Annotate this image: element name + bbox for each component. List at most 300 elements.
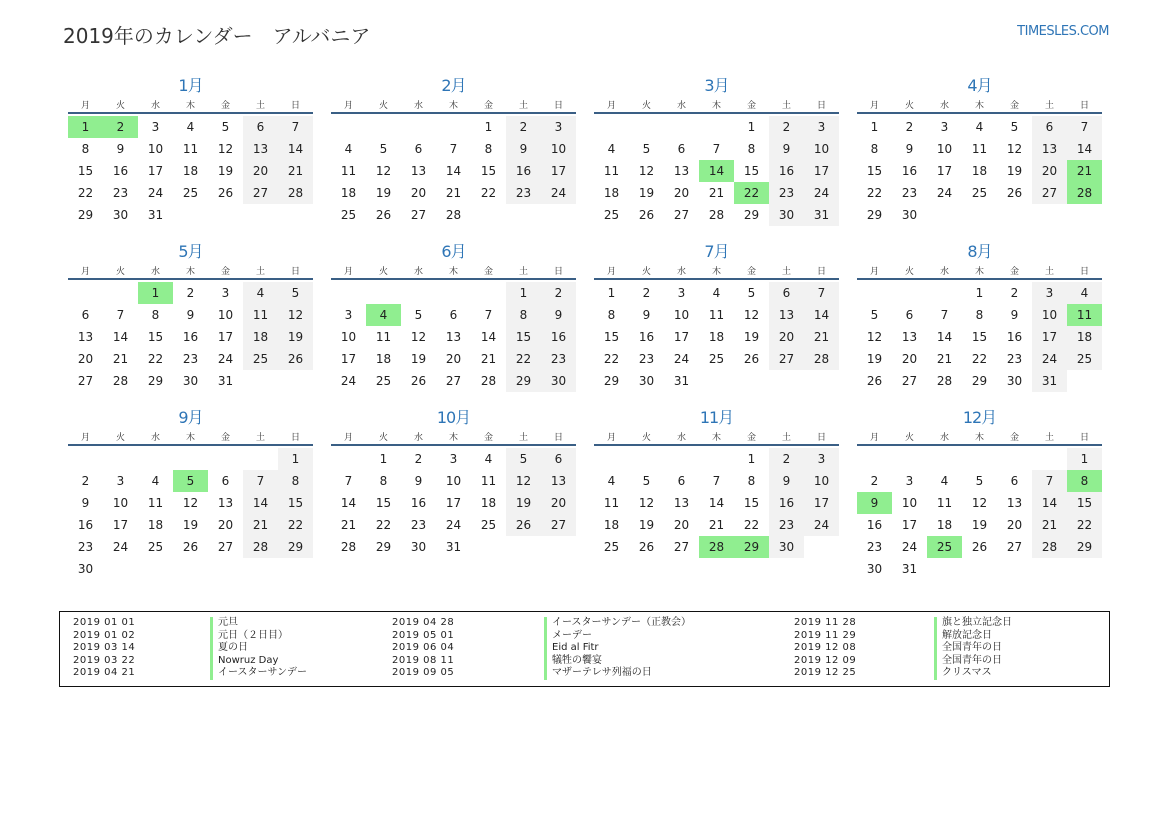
day-cell: 13	[673, 164, 690, 178]
day-cell: 24	[541, 182, 576, 204]
holiday-column	[73, 617, 392, 680]
weekday-header	[68, 428, 313, 446]
weekday-label: 火	[378, 432, 388, 443]
day-grid	[857, 116, 1102, 226]
holiday-name: Nowruz Day	[210, 655, 392, 668]
day-cell: 30	[541, 370, 576, 392]
day-cell: 9	[769, 138, 804, 160]
day-cell: 15	[480, 164, 497, 178]
weekday-label: 木	[185, 432, 195, 443]
day-cell: 27	[673, 540, 690, 554]
weekday-label: 日	[1079, 266, 1089, 277]
empty-cell	[173, 448, 208, 470]
weekday-label: 金	[1009, 432, 1019, 443]
day-cell: 27	[217, 540, 234, 554]
day-cell: 4	[243, 282, 278, 304]
day-cell: 10	[541, 138, 576, 160]
day-cell: 2	[1010, 286, 1019, 300]
empty-cell	[68, 282, 103, 304]
day-cell: 29	[375, 540, 392, 554]
day-cell: 25	[375, 374, 392, 388]
day-cell: 7	[1067, 116, 1102, 138]
day-cell: 10	[147, 142, 164, 156]
holiday-name: 犠牲の饗宴	[544, 655, 794, 668]
day-cell: 27	[410, 208, 427, 222]
day-cell: 4	[975, 120, 984, 134]
weekday-label: 火	[115, 100, 125, 111]
holiday-column	[794, 617, 1094, 680]
weekday-label: 月	[606, 432, 616, 443]
holiday-day: 5	[173, 470, 208, 492]
day-cell: 8	[870, 142, 879, 156]
day-cell: 2	[541, 282, 576, 304]
day-cell: 21	[936, 352, 953, 366]
month-name: 11月	[699, 408, 734, 427]
day-cell: 25	[182, 186, 199, 200]
day-cell: 9	[506, 138, 541, 160]
day-cell: 23	[901, 186, 918, 200]
weekday-label: 木	[185, 100, 195, 111]
day-cell: 2	[905, 120, 914, 134]
weekday-label: 金	[483, 432, 493, 443]
weekday-label: 火	[904, 266, 914, 277]
day-cell: 3	[677, 286, 686, 300]
day-cell: 28	[112, 374, 129, 388]
day-cell: 15	[1067, 492, 1102, 514]
weekday-header	[857, 428, 1102, 446]
day-cell: 29	[1067, 536, 1102, 558]
weekday-label: 日	[553, 100, 563, 111]
day-cell: 7	[940, 308, 949, 322]
day-cell: 22	[603, 352, 620, 366]
day-cell: 21	[445, 186, 462, 200]
day-cell: 29	[603, 374, 620, 388]
day-cell: 20	[217, 518, 234, 532]
day-cell: 29	[866, 208, 883, 222]
holiday-date: 2019 12 25	[794, 667, 857, 679]
day-cell: 23	[769, 182, 804, 204]
day-cell: 31	[804, 204, 839, 226]
day-cell: 11	[603, 164, 620, 178]
empty-cell	[594, 116, 629, 138]
weekday-label: 木	[711, 432, 721, 443]
day-cell: 25	[340, 208, 357, 222]
day-cell: 25	[708, 352, 725, 366]
day-cell: 27	[1032, 182, 1067, 204]
weekday-label: 水	[939, 266, 949, 277]
weekday-label: 日	[816, 266, 826, 277]
day-cell: 19	[278, 326, 313, 348]
weekday-label: 木	[711, 266, 721, 277]
day-cell: 10	[1032, 304, 1067, 326]
day-cell: 20	[243, 160, 278, 182]
day-cell: 22	[480, 186, 497, 200]
day-cell: 17	[804, 160, 839, 182]
day-cell: 3	[905, 474, 914, 488]
day-cell: 19	[375, 186, 392, 200]
weekday-label: 水	[939, 100, 949, 111]
day-cell: 17	[340, 352, 357, 366]
month-calendar	[68, 242, 313, 392]
weekday-label: 木	[448, 100, 458, 111]
day-cell: 17	[901, 518, 918, 532]
day-cell: 14	[480, 330, 497, 344]
day-cell: 30	[77, 562, 94, 576]
day-cell: 8	[747, 142, 756, 156]
day-grid	[594, 448, 839, 558]
day-cell: 24	[217, 352, 234, 366]
weekday-label: 月	[606, 100, 616, 111]
day-cell: 7	[243, 470, 278, 492]
day-cell: 23	[112, 186, 129, 200]
day-cell: 5	[221, 120, 230, 134]
day-cell: 14	[708, 496, 725, 510]
day-cell: 3	[344, 308, 353, 322]
day-cell: 13	[77, 330, 94, 344]
holiday-day: 9	[857, 492, 892, 514]
empty-cell	[594, 448, 629, 470]
day-cell: 4	[484, 452, 493, 466]
day-cell: 23	[1006, 352, 1023, 366]
holiday-day: 25	[927, 536, 962, 558]
day-cell: 12	[278, 304, 313, 326]
day-cell: 21	[708, 186, 725, 200]
day-cell: 12	[182, 496, 199, 510]
empty-cell	[962, 448, 997, 470]
day-cell: 30	[112, 208, 129, 222]
day-cell: 20	[410, 186, 427, 200]
day-cell: 7	[1032, 470, 1067, 492]
weekday-label: 土	[255, 432, 265, 443]
day-cell: 1	[379, 452, 388, 466]
month-calendar	[857, 408, 1102, 580]
day-cell: 28	[243, 536, 278, 558]
weekday-label: 水	[413, 266, 423, 277]
day-cell: 8	[278, 470, 313, 492]
weekday-label: 金	[220, 100, 230, 111]
weekday-label: 月	[606, 266, 616, 277]
day-cell: 5	[642, 474, 651, 488]
day-cell: 7	[804, 282, 839, 304]
day-cell: 18	[708, 330, 725, 344]
holiday-date: 2019 12 09	[794, 654, 857, 666]
day-cell: 25	[603, 208, 620, 222]
month-name: 12月	[962, 408, 997, 427]
page-title: 2019年のカレンダー アルバニア	[63, 24, 371, 48]
holiday-column	[392, 617, 794, 680]
holiday-day: 2	[103, 116, 138, 138]
day-cell: 27	[901, 374, 918, 388]
weekday-header	[331, 262, 576, 280]
day-cell: 19	[506, 492, 541, 514]
empty-cell	[471, 282, 506, 304]
day-cell: 10	[804, 138, 839, 160]
day-cell: 28	[480, 374, 497, 388]
day-cell: 23	[506, 182, 541, 204]
month-calendar	[331, 242, 576, 392]
month-name: 3月	[704, 76, 729, 95]
day-cell: 28	[708, 208, 725, 222]
day-cell: 7	[484, 308, 493, 322]
day-cell: 16	[638, 330, 655, 344]
day-cell: 5	[506, 448, 541, 470]
weekday-label: 土	[1044, 432, 1054, 443]
day-cell: 30	[866, 562, 883, 576]
weekday-label: 月	[80, 100, 90, 111]
day-cell: 21	[480, 352, 497, 366]
day-cell: 11	[182, 142, 199, 156]
weekday-label: 金	[483, 266, 493, 277]
day-cell: 20	[901, 352, 918, 366]
holiday-date: 2019 09 05	[392, 667, 455, 679]
day-cell: 5	[379, 142, 388, 156]
weekday-header	[331, 96, 576, 114]
day-cell: 22	[278, 514, 313, 536]
day-cell: 10	[340, 330, 357, 344]
day-cell: 1	[484, 120, 493, 134]
day-cell: 24	[445, 518, 462, 532]
day-cell: 26	[506, 514, 541, 536]
day-cell: 22	[743, 518, 760, 532]
day-cell: 29	[77, 208, 94, 222]
holiday-day: 28	[699, 536, 734, 558]
weekday-label: 水	[413, 100, 423, 111]
holiday-date: 2019 11 28	[794, 617, 857, 628]
day-cell: 28	[804, 348, 839, 370]
day-cell: 4	[607, 142, 616, 156]
weekday-label: 木	[974, 100, 984, 111]
day-cell: 26	[1006, 186, 1023, 200]
day-cell: 13	[769, 304, 804, 326]
day-cell: 19	[638, 186, 655, 200]
holiday-columns	[73, 617, 1109, 680]
day-cell: 18	[182, 164, 199, 178]
holiday-date: 2019 11 29	[794, 629, 857, 641]
day-cell: 14	[804, 304, 839, 326]
day-cell: 19	[866, 352, 883, 366]
empty-cell	[629, 116, 664, 138]
day-cell: 17	[804, 492, 839, 514]
day-cell: 18	[1067, 326, 1102, 348]
weekday-label: 土	[518, 266, 528, 277]
holiday-day: 22	[734, 182, 769, 204]
day-cell: 3	[221, 286, 230, 300]
holiday-name: Eid al Fitr	[544, 642, 794, 655]
day-cell: 10	[445, 474, 462, 488]
day-cell: 31	[901, 562, 918, 576]
day-cell: 18	[375, 352, 392, 366]
holiday-name: マザーテレサ列福の日	[544, 667, 794, 680]
day-cell: 16	[506, 160, 541, 182]
day-cell: 19	[217, 164, 234, 178]
month-calendar	[594, 408, 839, 580]
weekday-label: 火	[641, 100, 651, 111]
day-cell: 27	[541, 514, 576, 536]
day-cell: 8	[81, 142, 90, 156]
weekday-label: 金	[746, 266, 756, 277]
day-cell: 18	[603, 518, 620, 532]
day-cell: 24	[804, 514, 839, 536]
month-calendar	[857, 76, 1102, 226]
day-cell: 21	[278, 160, 313, 182]
weekday-label: 木	[448, 266, 458, 277]
weekday-label: 月	[869, 100, 879, 111]
day-cell: 7	[116, 308, 125, 322]
day-cell: 20	[445, 352, 462, 366]
day-cell: 24	[340, 374, 357, 388]
holiday-date: 2019 03 14	[73, 642, 136, 654]
day-cell: 3	[116, 474, 125, 488]
day-cell: 24	[147, 186, 164, 200]
day-grid	[68, 116, 313, 226]
empty-cell	[331, 282, 366, 304]
day-cell: 27	[673, 208, 690, 222]
weekday-label: 水	[150, 266, 160, 277]
day-cell: 10	[936, 142, 953, 156]
day-cell: 26	[410, 374, 427, 388]
holiday-date: 2019 12 08	[794, 642, 857, 654]
site-link[interactable]: TIMESLES.COM	[1017, 24, 1109, 39]
day-cell: 14	[340, 496, 357, 510]
day-cell: 31	[445, 540, 462, 554]
day-cell: 7	[712, 474, 721, 488]
day-cell: 30	[410, 540, 427, 554]
day-cell: 15	[603, 330, 620, 344]
empty-cell	[243, 448, 278, 470]
day-cell: 3	[151, 120, 160, 134]
holiday-name: 全国青年の日	[934, 655, 1094, 668]
month-calendar	[331, 76, 576, 226]
holiday-list	[59, 611, 1110, 687]
day-cell: 18	[936, 518, 953, 532]
empty-cell	[892, 448, 927, 470]
weekday-label: 日	[553, 266, 563, 277]
empty-cell	[103, 282, 138, 304]
weekday-header	[857, 96, 1102, 114]
day-cell: 30	[1006, 374, 1023, 388]
day-cell: 9	[186, 308, 195, 322]
day-cell: 4	[151, 474, 160, 488]
day-cell: 12	[638, 164, 655, 178]
day-cell: 5	[642, 142, 651, 156]
day-grid	[68, 282, 313, 392]
empty-cell	[401, 282, 436, 304]
empty-cell	[401, 116, 436, 138]
weekday-header	[857, 262, 1102, 280]
day-grid	[594, 282, 839, 392]
holiday-date: 2019 01 01	[73, 617, 136, 628]
weekday-label: 金	[483, 100, 493, 111]
weekday-label: 金	[220, 432, 230, 443]
day-cell: 16	[769, 160, 804, 182]
month-name: 1月	[178, 76, 203, 95]
weekday-label: 木	[974, 432, 984, 443]
weekday-label: 土	[255, 100, 265, 111]
day-cell: 4	[607, 474, 616, 488]
day-cell: 9	[642, 308, 651, 322]
day-cell: 20	[1032, 160, 1067, 182]
day-grid	[857, 282, 1102, 392]
weekday-label: 日	[816, 100, 826, 111]
day-cell: 17	[936, 164, 953, 178]
day-cell: 19	[971, 518, 988, 532]
day-cell: 21	[708, 518, 725, 532]
day-cell: 6	[677, 142, 686, 156]
weekday-label: 月	[80, 432, 90, 443]
day-cell: 22	[147, 352, 164, 366]
day-cell: 1	[607, 286, 616, 300]
holiday-date: 2019 06 04	[392, 642, 455, 654]
day-cell: 15	[375, 496, 392, 510]
day-cell: 24	[673, 352, 690, 366]
day-cell: 14	[243, 492, 278, 514]
empty-cell	[331, 116, 366, 138]
day-cell: 30	[769, 204, 804, 226]
day-cell: 13	[410, 164, 427, 178]
day-cell: 11	[480, 474, 497, 488]
empty-cell	[629, 448, 664, 470]
weekday-label: 土	[518, 432, 528, 443]
day-cell: 13	[217, 496, 234, 510]
day-cell: 29	[506, 370, 541, 392]
weekday-label: 土	[781, 100, 791, 111]
day-cell: 20	[769, 326, 804, 348]
day-cell: 23	[638, 352, 655, 366]
day-cell: 15	[77, 164, 94, 178]
day-cell: 25	[480, 518, 497, 532]
day-cell: 28	[936, 374, 953, 388]
empty-cell	[366, 116, 401, 138]
day-cell: 23	[541, 348, 576, 370]
weekday-label: 木	[711, 100, 721, 111]
day-cell: 16	[112, 164, 129, 178]
empty-cell	[699, 448, 734, 470]
day-cell: 6	[769, 282, 804, 304]
weekday-header	[68, 96, 313, 114]
day-cell: 2	[642, 286, 651, 300]
day-cell: 29	[147, 374, 164, 388]
weekday-label: 水	[676, 100, 686, 111]
holiday-date: 2019 08 11	[392, 654, 455, 666]
day-cell: 16	[769, 492, 804, 514]
empty-cell	[68, 448, 103, 470]
empty-cell	[927, 448, 962, 470]
day-cell: 22	[375, 518, 392, 532]
day-cell: 3	[940, 120, 949, 134]
day-cell: 6	[677, 474, 686, 488]
day-cell: 15	[506, 326, 541, 348]
day-cell: 4	[940, 474, 949, 488]
weekday-label: 月	[869, 432, 879, 443]
day-cell: 12	[743, 308, 760, 322]
weekday-label: 月	[343, 266, 353, 277]
weekday-label: 月	[869, 266, 879, 277]
day-cell: 16	[410, 496, 427, 510]
day-cell: 16	[182, 330, 199, 344]
holiday-day: 1	[138, 282, 173, 304]
day-cell: 6	[414, 142, 423, 156]
weekday-label: 日	[1079, 100, 1089, 111]
holiday-name: クリスマス	[934, 667, 1094, 680]
weekday-label: 金	[746, 100, 756, 111]
day-cell: 4	[186, 120, 195, 134]
day-cell: 27	[1006, 540, 1023, 554]
day-cell: 12	[375, 164, 392, 178]
weekday-label: 土	[255, 266, 265, 277]
day-cell: 27	[769, 348, 804, 370]
month-calendar	[68, 76, 313, 226]
day-cell: 26	[638, 208, 655, 222]
